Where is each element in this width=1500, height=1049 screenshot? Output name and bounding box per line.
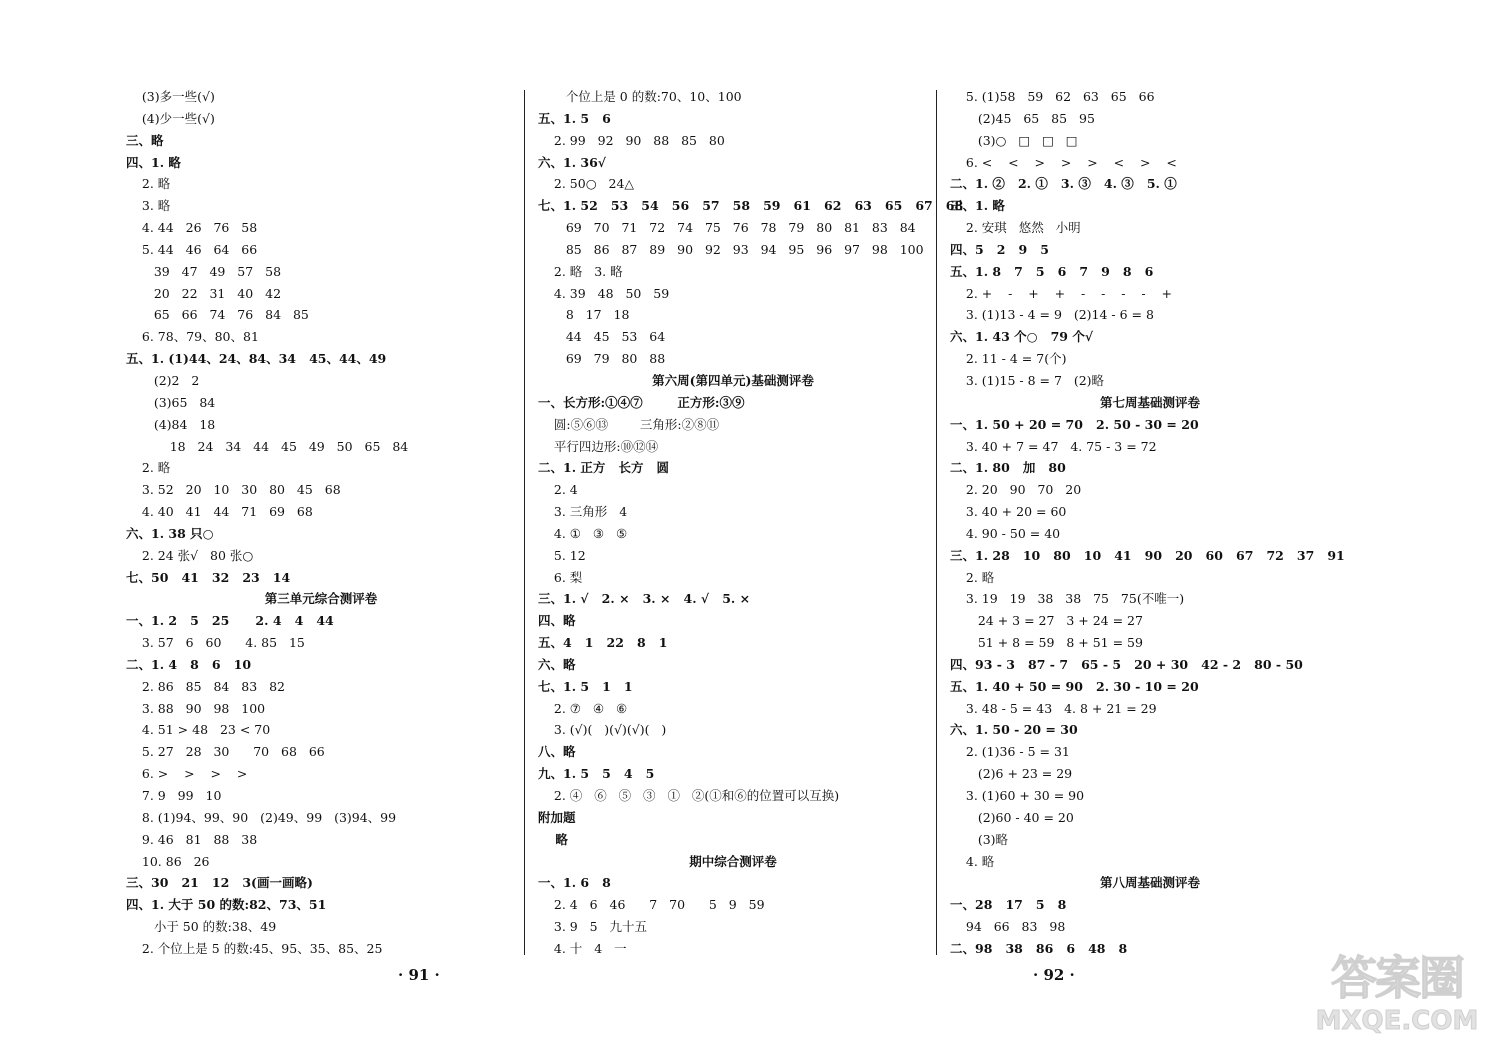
answer-line: 39 47 49 57 58 — [126, 263, 282, 279]
answer-line: 3. 48 - 5 = 43 4. 8 + 21 = 29 — [950, 700, 1157, 716]
answer-line: 八、略 — [538, 744, 576, 760]
answer-line: 3. 19 19 38 38 75 75(不唯一) — [950, 591, 1185, 607]
answer-line: 五、1. 5 6 — [538, 110, 611, 126]
answer-line: 三、略 — [126, 132, 164, 148]
answer-line: 2. 99 92 90 88 85 80 — [538, 132, 725, 148]
section-heading: 期中综合测评卷 — [689, 853, 777, 869]
answer-line: 3. (1)13 - 4 = 9 (2)14 - 6 = 8 — [950, 307, 1154, 323]
answer-line: (4)84 18 — [126, 416, 216, 432]
answer-line: 四、1. 大于 50 的数:82、73、51 — [126, 897, 327, 913]
answer-line: 2. 略 — [126, 460, 171, 476]
answer-line: 4. 略 — [950, 853, 995, 869]
answer-line: 略 — [538, 831, 568, 847]
answer-line: 一、1. 2 5 25 2. 4 4 44 — [126, 613, 334, 629]
answer-line: 24 + 3 = 27 3 + 24 = 27 — [950, 613, 1143, 629]
answer-line: 2. 4 — [538, 482, 578, 498]
answer-line: 五、1. 40 + 50 = 90 2. 30 - 10 = 20 — [950, 678, 1199, 694]
answer-line: 4. 39 48 50 59 — [538, 285, 670, 301]
answer-line: 94 66 83 98 — [950, 919, 1066, 935]
answer-line: (3)65 84 — [126, 394, 216, 410]
answer-line: 2. 略 3. 略 — [538, 263, 623, 279]
answer-line: 51 + 8 = 59 8 + 51 = 59 — [950, 635, 1143, 651]
answer-line: 3. (√)( )(√)(√)( ) — [538, 722, 667, 738]
answer-line: 69 70 71 72 74 75 76 78 79 80 81 83 84 — [538, 220, 916, 236]
answer-line: 七、1. 5 1 1 — [538, 678, 633, 694]
answer-line: 6. > > > > — [126, 766, 248, 782]
answer-line: 2. 24 张√ 80 张○ — [126, 547, 254, 563]
answer-line: 3. 57 6 60 4. 85 15 — [126, 635, 305, 651]
answer-line: (2)6 + 23 = 29 — [950, 766, 1073, 782]
answer-line: 四、5 2 9 5 — [950, 241, 1049, 257]
answer-line: 一、1. 6 8 — [538, 875, 611, 891]
answer-line: 6. < < > > > < > < — [950, 154, 1177, 170]
answer-line: 四、略 — [538, 613, 576, 629]
answer-line: 4. 51 > 48 23 < 70 — [126, 722, 271, 738]
answer-line: 附加题 — [538, 809, 576, 825]
page-number-right: · 92 · — [1033, 966, 1075, 984]
answer-line: 六、1. 50 - 20 = 30 — [950, 722, 1078, 738]
answer-line: 二、1. 4 8 6 10 — [126, 656, 252, 672]
answer-line: (2)60 - 40 = 20 — [950, 809, 1074, 825]
answer-line: 3. 52 20 10 30 80 45 68 — [126, 482, 341, 498]
answer-line: 7. 9 99 10 — [126, 788, 222, 803]
answer-line: 20 22 31 40 42 — [126, 285, 282, 301]
answer-line: (3)○ □ □ □ — [950, 132, 1078, 148]
answer-line: 2. 50○ 24△ — [538, 176, 635, 192]
answer-line: 4. 44 26 76 58 — [126, 220, 258, 236]
answer-line: 44 45 53 64 — [538, 329, 666, 345]
answer-line: (2)45 65 85 95 — [950, 110, 1095, 126]
answer-line: 五、1. 8 7 5 6 7 9 8 6 — [950, 263, 1154, 279]
answer-line: 平行四边形:⑩⑫⑭ — [538, 438, 659, 454]
answer-line: 2. (1)36 - 5 = 31 — [950, 744, 1070, 760]
answer-line: (4)少一些(√) — [126, 110, 215, 126]
answer-line: 2. ④ ⑥ ⑤ ③ ① ②(①和⑥的位置可以互换) — [538, 788, 840, 803]
answer-line: 四、93 - 3 87 - 7 65 - 5 20 + 30 42 - 2 80 - 50 — [950, 656, 1303, 672]
column-divider — [936, 90, 937, 955]
answer-line: 3. 88 90 98 100 — [126, 700, 266, 716]
answer-line: 一、长方形:①④⑦ 正方形:③⑨ — [538, 394, 745, 410]
answer-line: 一、1. 50 + 20 = 70 2. 50 - 30 = 20 — [950, 416, 1199, 432]
answer-line: (3)多一些(√) — [126, 89, 215, 104]
answer-line: 8. (1)94、99、90 (2)49、99 (3)94、99 — [126, 809, 397, 825]
answer-line: 六、1. 38 只○ — [126, 525, 214, 541]
answer-line: 2. 个位上是 5 的数:45、95、35、85、25 — [126, 940, 383, 956]
answer-line: 5. 12 — [538, 547, 586, 563]
answer-line: 三、1. 28 10 80 10 41 90 20 60 67 72 37 91 — [950, 547, 1345, 563]
answer-line: 6. 78、79、80、81 — [126, 329, 259, 345]
answer-line: 六、1. 36√ — [538, 154, 607, 170]
answer-line: 2. 略 — [950, 569, 995, 585]
column-divider — [524, 90, 525, 955]
answer-line: 2. 11 - 4 = 7(个) — [950, 351, 1067, 367]
page-number-left: · 91 · — [398, 966, 440, 984]
answer-column-2 — [538, 86, 964, 960]
answer-line: 5. 44 46 64 66 — [126, 241, 258, 257]
answer-line: 六、1. 43 个○ 79 个√ — [950, 329, 1094, 345]
answer-line: 三、30 21 12 3(画一画略) — [126, 875, 313, 891]
answer-line: 2. + - + + - - - - + — [950, 285, 1172, 301]
section-heading: 第六周(第四单元)基础测评卷 — [652, 372, 814, 388]
section-heading: 第八周基础测评卷 — [1099, 875, 1200, 891]
watermark-logo: 答案圈 — [1331, 951, 1463, 1005]
answer-line: 一、28 17 5 8 — [950, 897, 1067, 913]
section-heading: 第三单元综合测评卷 — [264, 591, 378, 607]
answer-line: 2. 86 85 84 83 82 — [126, 678, 286, 694]
answer-line: 2. ⑦ ④ ⑥ — [538, 700, 628, 716]
answer-line: 二、1. 正方 长方 圆 — [538, 460, 670, 476]
answer-line: 2. 4 6 46 7 70 5 9 59 — [538, 897, 765, 913]
answer-line: 3. 略 — [126, 198, 171, 214]
answer-line: 2. 略 — [126, 176, 171, 192]
answer-column-1 — [126, 86, 516, 960]
answer-line: 七、50 41 32 23 14 — [126, 569, 291, 585]
watermark — [1302, 951, 1492, 1043]
answer-line: 3. 9 5 九十五 — [538, 919, 648, 935]
answer-line: 二、1. 80 加 80 — [950, 460, 1066, 476]
answer-line: (3)略 — [950, 831, 1009, 847]
answer-line: 10. 86 26 — [126, 853, 210, 869]
answer-line: 四、1. 略 — [126, 154, 181, 170]
answer-line: 8 17 18 — [538, 307, 630, 323]
answer-line: 3. 40 + 20 = 60 — [950, 504, 1067, 520]
answer-line: 3. (1)15 - 8 = 7 (2)略 — [950, 372, 1105, 388]
answer-line: 2. 20 90 70 20 — [950, 482, 1082, 498]
answer-line: (2)2 2 — [126, 372, 200, 388]
answer-line: 二、1. ② 2. ① 3. ③ 4. ③ 5. ① — [950, 176, 1177, 192]
answer-line: 三、1. √ 2. × 3. × 4. √ 5. × — [538, 591, 751, 607]
answer-line: 5. 27 28 30 70 68 66 — [126, 744, 325, 760]
answer-line: 65 66 74 76 84 85 — [126, 307, 309, 323]
answer-line: 七、1. 52 53 54 56 57 58 59 61 62 63 65 67 68 — [538, 198, 964, 214]
answer-line: 3. 三角形 4 — [538, 504, 628, 520]
answer-line: 圆:⑤⑥⑬ 三角形:②⑧⑪ — [538, 416, 720, 432]
answer-line: 个位上是 0 的数:70、10、100 — [538, 89, 742, 104]
answer-line: 五、4 1 22 8 1 — [538, 635, 668, 651]
answer-line: 4. 40 41 44 71 69 68 — [126, 504, 313, 520]
answer-line: 2. 安琪 悠然 小明 — [950, 220, 1081, 236]
watermark-url: MXQE.COM — [1315, 1006, 1479, 1036]
answer-line: 六、略 — [538, 656, 576, 672]
answer-column-3 — [950, 86, 1350, 960]
answer-line: 4. 十 4 一 — [538, 940, 627, 956]
answer-line: 85 86 87 89 90 92 93 94 95 96 97 98 100 — [538, 241, 924, 257]
answer-line: 9. 46 81 88 38 — [126, 831, 258, 847]
answer-line: 九、1. 5 5 4 5 — [538, 766, 655, 782]
answer-line: 3. 40 + 7 = 47 4. 75 - 3 = 72 — [950, 438, 1157, 454]
answer-line: 3. (1)60 + 30 = 90 — [950, 788, 1085, 803]
answer-line: 18 24 34 44 45 49 50 65 84 — [126, 438, 409, 454]
answer-line: 4. ① ③ ⑤ — [538, 525, 628, 541]
answer-line: 小于 50 的数:38、49 — [126, 919, 277, 935]
section-heading: 第七周基础测评卷 — [1099, 394, 1200, 410]
answer-line: 三、1. 略 — [950, 198, 1005, 214]
answer-line: 二、98 38 86 6 48 8 — [950, 940, 1128, 956]
answer-line: 5. (1)58 59 62 63 65 66 — [950, 89, 1155, 104]
answer-line: 五、1. (1)44、24、84、34 45、44、49 — [126, 351, 387, 367]
answer-line: 69 79 80 88 — [538, 351, 666, 367]
answer-line: 6. 梨 — [538, 569, 583, 585]
answer-line: 4. 90 - 50 = 40 — [950, 525, 1061, 541]
